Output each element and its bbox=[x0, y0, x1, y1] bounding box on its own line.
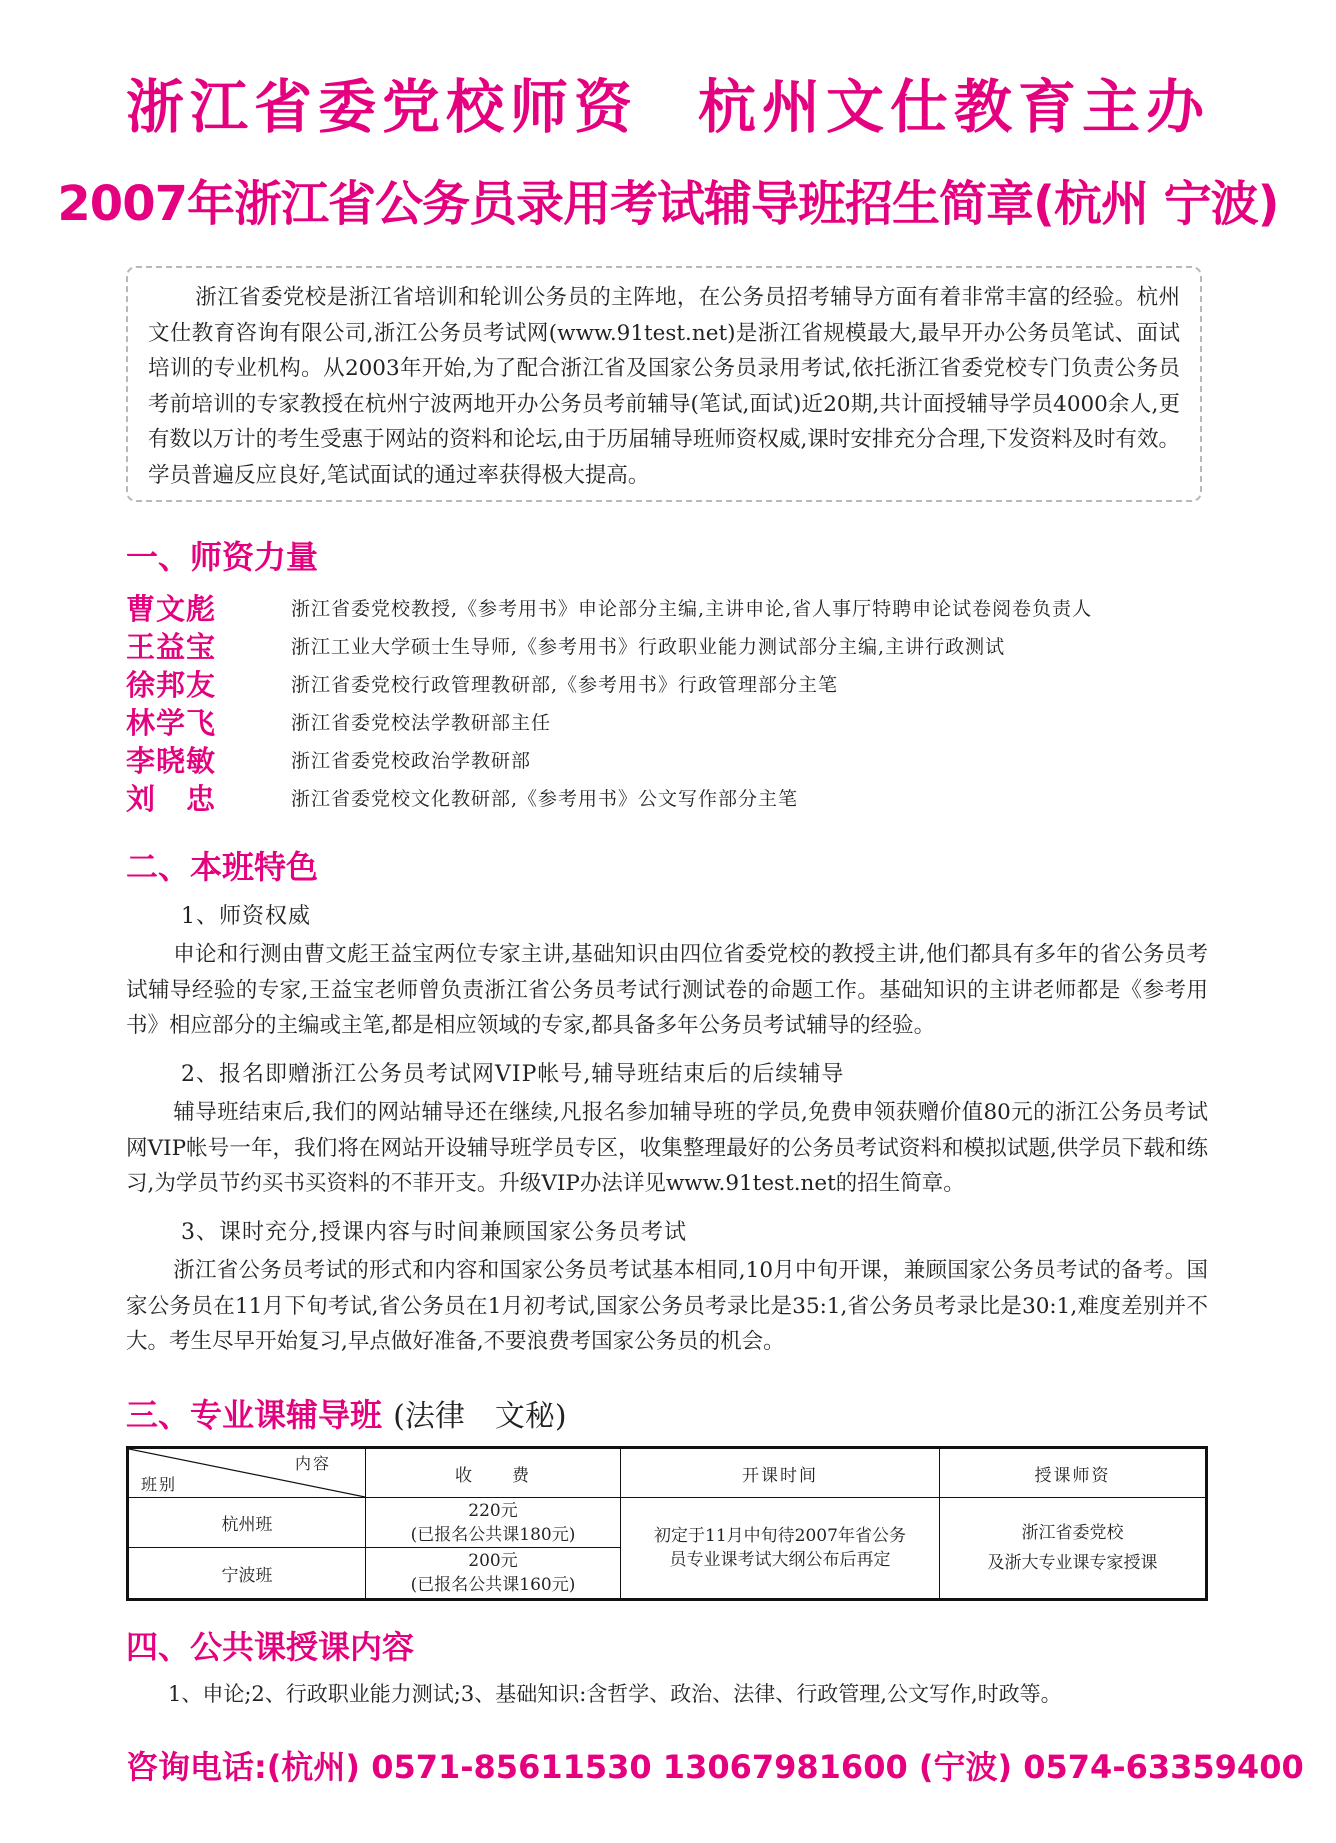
title-left: 浙江省委党校师资 bbox=[125, 73, 638, 141]
fee-cell bbox=[366, 1498, 621, 1548]
feature-body: 辅导班结束后,我们的网站辅导还在继续,凡报名参加辅导班的学员,免费申领获赠价值80元的浙江公务员考试网VIP帐号一年，我们将在网站开设辅导班学员专区，收集整理最好的公务员考试资料和模拟试题,供学员下载和练习,为学员节约买书买资料的不菲开支。升级VIP办法详见www.91test.net的招生简章。 bbox=[126, 1100, 1208, 1196]
teacher-list bbox=[126, 588, 1216, 816]
public-course-content: 1、申论;2、行政职业能力测试;3、基础知识:含哲学、政治、法律、行政管理,公文写作,时政等。 bbox=[168, 1682, 1062, 1706]
table-header-row bbox=[128, 1448, 1207, 1498]
section4-heading: 四、公共课授课内容 bbox=[126, 1628, 415, 1666]
diagonal-header-cell bbox=[128, 1448, 366, 1498]
feature-body: 浙江省公务员考试的形式和内容和国家公务员考试基本相同,10月中旬开课，兼顾国家公务员考试的备考。国家公务员在11月下旬考试,省公务员在1月初考试,国家公务员考录比是35:1,省公务员考录比是30:1,难度差别并不大。考生尽早开始复习,早点做好准备,不要浪费考国家公务员的机会。 bbox=[126, 1258, 1208, 1354]
teacher-row bbox=[126, 740, 1216, 778]
teacher-row bbox=[126, 702, 1216, 740]
teacher-row bbox=[126, 778, 1216, 816]
teacher-row bbox=[126, 588, 1216, 626]
teacher-desc: 浙江省委党校行政管理教研部,《参考用书》行政管理部分主笔 bbox=[291, 673, 839, 696]
main-title bbox=[0, 60, 1336, 144]
intro-box bbox=[126, 266, 1202, 502]
teacher-name: 王益宝 bbox=[126, 629, 217, 664]
intro-text: 浙江省委党校是浙江省培训和轮训公务员的主阵地，在公务员招考辅导方面有着非常丰富的经验。杭州文仕教育咨询有限公司,浙江公务员考试网(www.91test.net)是浙江省规模最大,最早开办公务员笔试、面试培训的专业机构。从2003年开始,为了配合浙江省及国家公务员录用考试,依托浙江省委党校专门负责公务员考前培训的专家教授在杭州宁波两地开办公务员考前辅导(笔试,面试)近20期,共计面授辅导学员4000余人,更有数以万计的考生受惠于网站的资料和论坛,由于历届辅导班师资权威,课时安排充分合理,下发资料及时有效。学员普遍反应良好,笔试面试的通过率获得极大提高。 bbox=[148, 285, 1180, 488]
teacher-name: 刘 忠 bbox=[126, 781, 217, 816]
teacher-name: 曹文彪 bbox=[126, 591, 217, 626]
time-cell bbox=[621, 1498, 940, 1600]
time-header: 开课时间 bbox=[621, 1448, 940, 1498]
fee-note: (已报名公共课180元) bbox=[410, 1524, 576, 1545]
teacher-name: 徐邦友 bbox=[126, 667, 217, 702]
teacher-desc: 浙江工业大学硕士生导师,《参考用书》行政职业能力测试部分主编,主讲行政测试 bbox=[291, 635, 1006, 658]
diag-top-label: 内容 bbox=[294, 1454, 331, 1473]
teacher-row bbox=[126, 664, 1216, 702]
feature-2 bbox=[126, 1055, 1208, 1202]
subtitle: 2007年浙江省公务员录用考试辅导班招生简章(杭州 宁波) bbox=[57, 176, 1279, 232]
feature-title: 1、师资权威 bbox=[181, 904, 311, 929]
feature-title: 3、课时充分,授课内容与时间兼顾国家公务员考试 bbox=[181, 1220, 687, 1245]
feature-body: 申论和行测由曹文彪王益宝两位专家主讲,基础知识由四位省委党校的教授主讲,他们都具有多年的省公务员考试辅导经验的专家,王益宝老师曾负责浙江省公务员考试行测试卷的命题工作。基础知识的主讲老师都是《参考用书》相应部分的主编或主笔,都是相应领域的专家,都具备多年公务员考试辅导的经验。 bbox=[126, 942, 1208, 1038]
teacher-desc: 浙江省委党校法学教研部主任 bbox=[291, 711, 552, 734]
teacher-line-1: 浙江省委党校 bbox=[1021, 1523, 1124, 1543]
section1-heading: 一、师资力量 bbox=[126, 538, 319, 576]
fee-cell bbox=[366, 1548, 621, 1600]
teacher-desc: 浙江省委党校政治学教研部 bbox=[291, 749, 532, 772]
section3-title: 三、专业课辅导班 bbox=[126, 1396, 383, 1434]
teacher-cell bbox=[940, 1498, 1207, 1600]
teacher-name: 林学飞 bbox=[126, 705, 217, 740]
section3-heading bbox=[126, 1390, 567, 1436]
teacher-row bbox=[126, 626, 1216, 664]
fee-header: 收 费 bbox=[366, 1448, 621, 1498]
feature-title: 2、报名即赠浙江公务员考试网VIP帐号,辅导班结束后的后续辅导 bbox=[181, 1062, 845, 1087]
diag-bottom-label: 班别 bbox=[141, 1475, 178, 1494]
title-right: 杭州文仕教育主办 bbox=[698, 73, 1211, 141]
table-row bbox=[128, 1498, 1207, 1548]
teacher-desc: 浙江省委党校教授,《参考用书》申论部分主编,主讲申论,省人事厅特聘申论试卷阅卷负责人 bbox=[291, 597, 1093, 620]
feature-1 bbox=[126, 897, 1208, 1044]
fee-amount: 220元 bbox=[468, 1500, 518, 1521]
fee-amount: 200元 bbox=[468, 1551, 518, 1572]
course-table bbox=[126, 1446, 1208, 1601]
fee-note: (已报名公共课160元) bbox=[410, 1575, 576, 1596]
feature-3 bbox=[126, 1213, 1208, 1360]
teacher-line-2: 及浙大专业课专家授课 bbox=[987, 1553, 1158, 1573]
contact-phone: 咨询电话:(杭州) 0571-85611530 13067981600 (宁波) 0574-63359400 bbox=[126, 1748, 1304, 1786]
teacher-header: 授课师资 bbox=[940, 1448, 1207, 1498]
class-name: 宁波班 bbox=[128, 1548, 366, 1600]
class-name: 杭州班 bbox=[128, 1498, 366, 1548]
time-line-2: 员专业课考试大纲公布后再定 bbox=[669, 1550, 891, 1570]
time-line-1: 初定于11月中旬待2007年省公务 bbox=[654, 1526, 906, 1546]
teacher-name: 李晓敏 bbox=[126, 743, 217, 778]
section2-heading: 二、本班特色 bbox=[126, 848, 319, 886]
section3-subtitle: (法律 文秘) bbox=[393, 1399, 567, 1434]
teacher-desc: 浙江省委党校文化教研部,《参考用书》公文写作部分主笔 bbox=[291, 787, 799, 810]
